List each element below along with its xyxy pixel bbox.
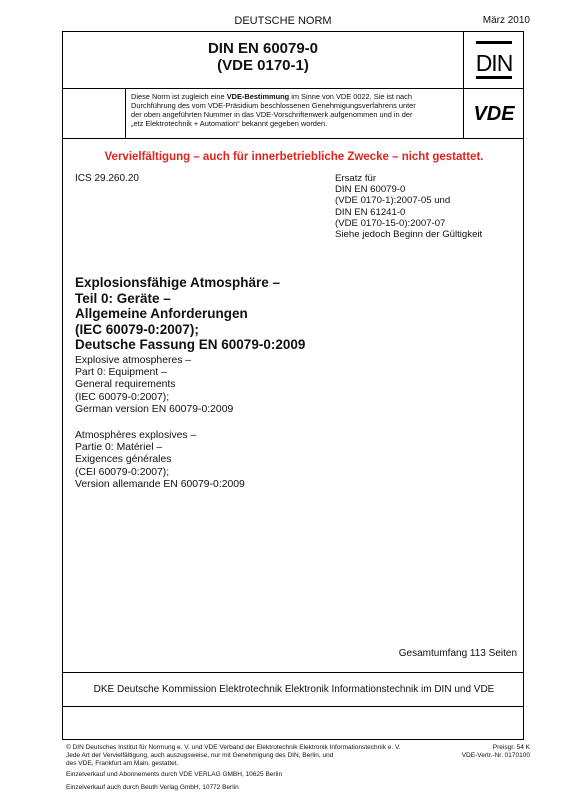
din-logo <box>463 32 524 88</box>
din-logo-icon <box>474 38 514 82</box>
reproduction-notice: Vervielfältigung – auch für innerbetriebliche Zwecke – nicht gestattet. <box>104 151 484 163</box>
price-info <box>462 744 530 760</box>
german-title: Explosionsfähige Atmosphäre – Teil 0: Geräte – Allgemeine Anforderungen (IEC 60079-0:2007); Deutsche Fassung EN 60079-0:2009 <box>75 275 306 353</box>
copyright-notice: © DIN Deutsches Institut für Normung e. V. und VDE Verband der Elektrotechnik Elektronik Informationstechnik e. V. Jede Art der Vervielfältigung, auch auszugsweise, nur mit Genehmigung des DIN, Berlin, und des VDE, Frankfurt am Main, gestattet. <box>66 744 401 767</box>
standard-number: DIN EN 60079-0 <box>207 40 319 57</box>
cover-sheet <box>62 31 524 740</box>
svg-text:VDE: VDE <box>472 103 515 124</box>
english-title: Explosive atmospheres – Part 0: Equipment – General requirements (IEC 60079-0:2007); German version EN 60079-0:2009 <box>75 355 234 415</box>
svg-text:DIN: DIN <box>475 50 512 76</box>
vde-approval-note: Diese Norm ist zugleich eine VDE-Bestimmung im Sinne von VDE 0022. Sie ist nach Durchführung des vom VDE-Präsidium beschlossenen Genehmigungsverfahrens unter der oben angeführten Nummer in das VDE-Vorschriftenwerk aufgenommen und in der „etz Elektrotechnik + Automation“ bekannt gegeben worden. <box>131 92 416 128</box>
note-left-divider <box>125 88 126 138</box>
title-divider <box>63 88 523 89</box>
vde-classification: (VDE 0170-1) <box>217 57 309 74</box>
vde-logo-icon <box>466 102 522 124</box>
document-title-block <box>63 40 463 74</box>
dke-divider-top <box>63 672 523 673</box>
vde-logo <box>463 88 524 138</box>
norm-type-header: DEUTSCHE NORM <box>234 15 332 27</box>
dke-line: DKE Deutsche Kommission Elektrotechnik Elektronik Informationstechnik im DIN und VDE <box>93 684 495 695</box>
publication-date: März 2010 <box>482 15 530 26</box>
replacement-info: Ersatz für DIN EN 60079-0 (VDE 0170-1):2007-05 und DIN EN 61241-0 (VDE 0170-15-0):2007-07 Siehe jedoch Beginn der Gültigkeit <box>335 173 483 241</box>
french-title: Atmosphères explosives – Partie 0: Matériel – Exigences générales (CEI 60079-0:2007); Version allemande EN 60079-0:2009 <box>75 430 245 490</box>
header-bottom-divider <box>63 138 523 139</box>
dke-divider-bottom <box>63 706 523 707</box>
sales-beuth-verlag: Einzelverkauf auch durch Beuth Verlag GmbH, 10772 Berlin <box>66 784 239 791</box>
price-group: Preisgr. 54 K <box>492 744 530 751</box>
sales-vde-verlag: Einzelverkauf und Abonnements durch VDE VERLAG GMBH, 10625 Berlin <box>66 771 283 778</box>
vde-order-number: VDE-Vertr.-Nr. 0170100 <box>461 751 530 759</box>
total-pages: Gesamtumfang 113 Seiten <box>398 648 517 659</box>
vde-bestimmung-label: VDE-Bestimmung <box>226 92 290 101</box>
ics-code: ICS 29.260.20 <box>75 173 139 184</box>
